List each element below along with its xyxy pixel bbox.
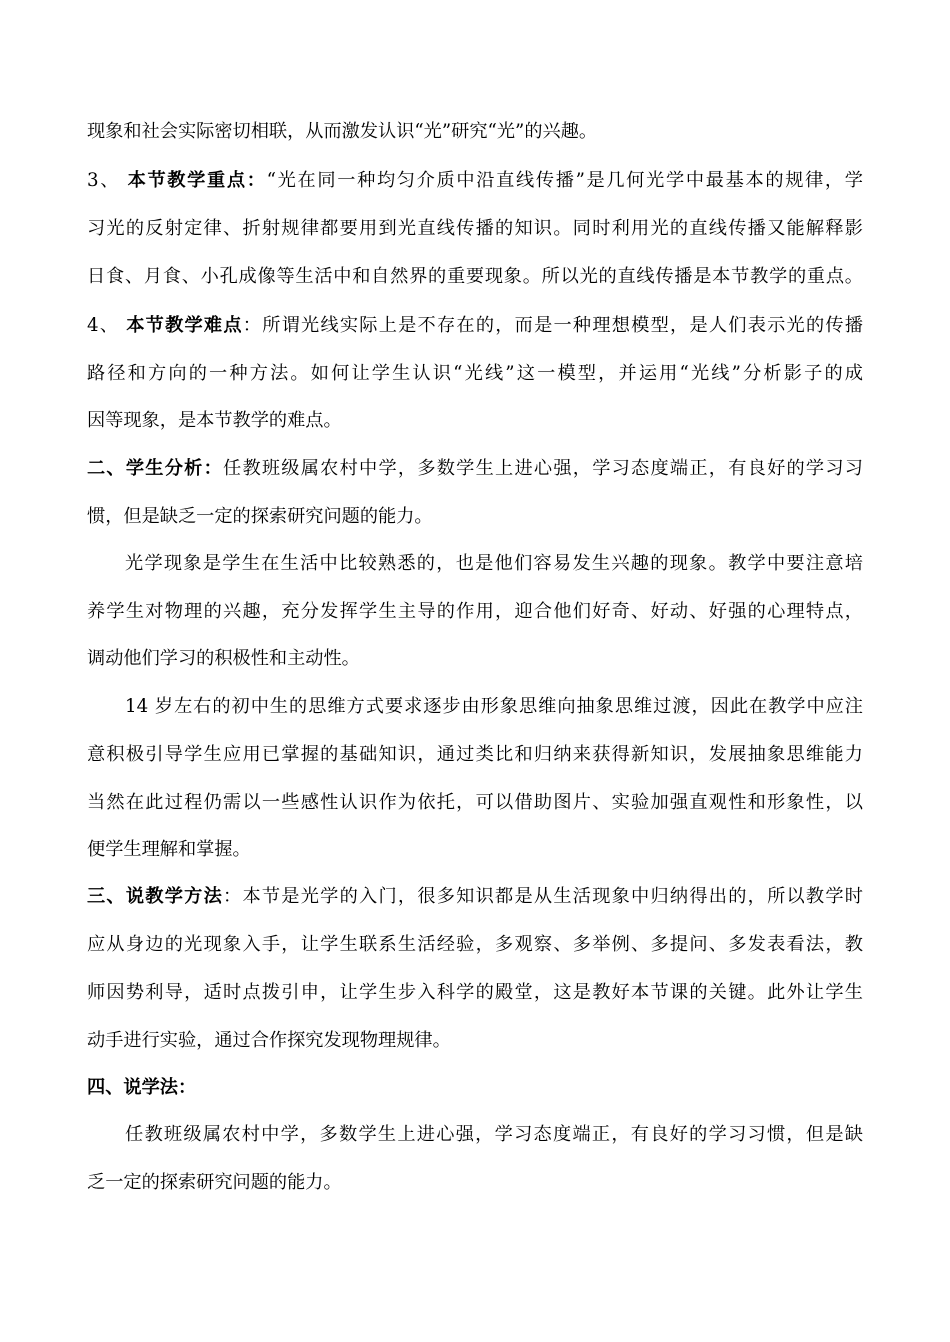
text-line: 14 岁左右的初中生的思维方式要求逐步由形象思维向抽象思维过渡，因此在教学中应注 xyxy=(125,696,863,717)
text-line: 路径和方向的一种方法。如何让学生认识“光线”这一模型，并运用“光线”分析影子的成 xyxy=(87,363,863,384)
section-heading: 本节教学难点 xyxy=(126,315,243,336)
text-line: 意积极引导学生应用已掌握的基础知识，通过类比和归纳来获得新知识，发展抽象思维能力 xyxy=(87,744,863,765)
text-line: 日食、月食、小孔成像等生活中和自然界的重要现象。所以光的直线传播是本节教学的重点。 xyxy=(87,266,863,287)
section-heading: 三、说教学方法 xyxy=(87,886,224,907)
section-heading: 二、学生分析： xyxy=(87,458,224,479)
text-line: 动手进行实验，通过合作探究发现物理规律。 xyxy=(87,1030,451,1051)
text-line: 调动他们学习的积极性和主动性。 xyxy=(87,648,360,669)
text-line: 师因势利导，适时点拨引申，让学生步入科学的殿堂，这是教好本节课的关键。此外让学生 xyxy=(87,982,863,1003)
text-line: 习光的反射定律、折射规律都要用到光直线传播的知识。同时利用光的直线传播又能解释影 xyxy=(87,218,863,239)
text-line: 4、 本节教学难点：所谓光线实际上是不存在的，而是一种理想模型，是人们表示光的传播 xyxy=(87,315,863,336)
text-line: 任教班级属农村中学，多数学生上进心强，学习态度端正，有良好的学习习惯，但是缺 xyxy=(125,1124,863,1145)
section-heading: 四、说学法： xyxy=(87,1077,197,1098)
section-heading: 本节教学重点： xyxy=(127,170,267,191)
text-line: 乏一定的探索研究问题的能力。 xyxy=(87,1172,342,1193)
text-line: 现象和社会实际密切相联，从而激发认识“光”研究“光”的兴趣。 xyxy=(87,121,598,142)
text-line: 三、说教学方法：本节是光学的入门，很多知识都是从生活现象中归纳得出的，所以教学时 xyxy=(87,886,863,907)
text-line: 当然在此过程仍需以一些感性认识作为依托，可以借助图片、实验加强直观性和形象性，以 xyxy=(87,792,863,813)
text-line: 因等现象，是本节教学的难点。 xyxy=(87,410,342,431)
text-line: 二、学生分析：任教班级属农村中学，多数学生上进心强，学习态度端正，有良好的学习习 xyxy=(87,458,863,479)
text-line: 便学生理解和掌握。 xyxy=(87,839,251,860)
text-line xyxy=(87,1073,863,1103)
text-line: 光学现象是学生在生活中比较熟悉的，也是他们容易发生兴趣的现象。教学中要注意培 xyxy=(125,553,863,574)
text-line: 惯，但是缺乏一定的探索研究问题的能力。 xyxy=(87,506,433,527)
text-line: 养学生对物理的兴趣，充分发挥学生主导的作用，迎合他们好奇、好动、好强的心理特点， xyxy=(87,601,863,622)
text-line: 3、 本节教学重点：“光在同一种均匀介质中沿直线传播”是几何光学中最基本的规律，学 xyxy=(87,170,863,191)
text-line: 应从身边的光现象入手，让学生联系生活经验，多观察、多举例、多提问、多发表看法，教 xyxy=(87,934,863,955)
